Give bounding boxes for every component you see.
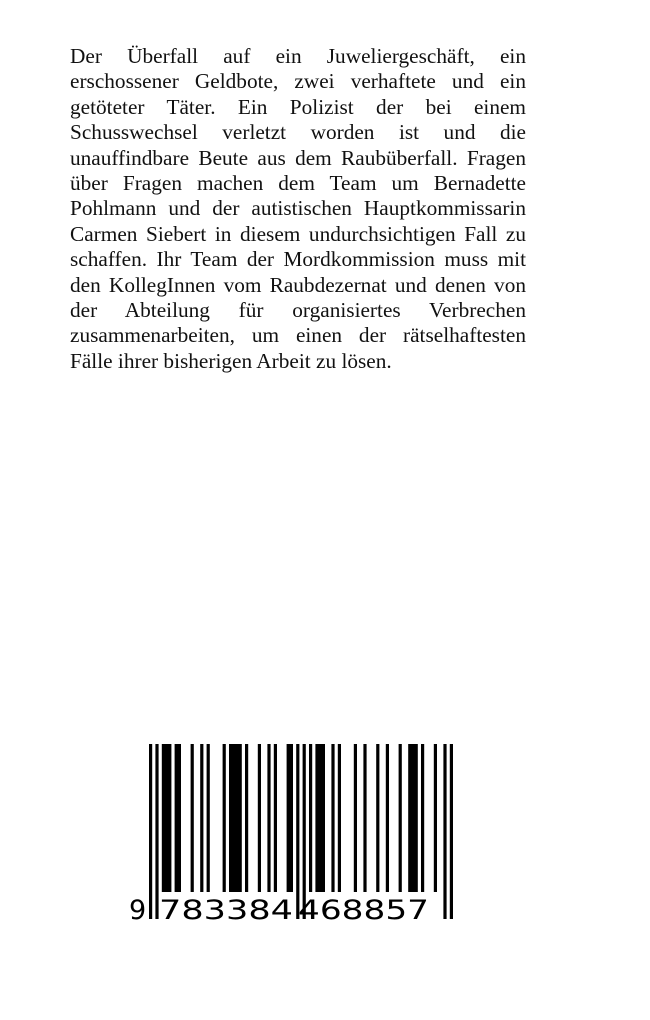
barcode-bar — [408, 744, 418, 892]
barcode-guard-bar — [155, 744, 158, 919]
barcode-bar — [376, 744, 379, 892]
barcode-bar — [354, 744, 357, 892]
barcode-right-digits: 468857 — [298, 895, 429, 924]
barcode-bar — [207, 744, 210, 892]
barcode-graphic — [128, 744, 458, 924]
barcode-bar — [315, 744, 325, 892]
barcode-bar — [421, 744, 424, 892]
barcode-bar — [386, 744, 389, 892]
barcode-bar — [331, 744, 334, 892]
barcode-bar — [258, 744, 261, 892]
barcode-bar — [223, 744, 226, 892]
barcode-bar — [287, 744, 293, 892]
barcode-bar — [309, 744, 312, 892]
barcode-bar — [200, 744, 203, 892]
barcode-guard-bar — [296, 744, 299, 919]
isbn-barcode — [128, 744, 458, 924]
barcode-bar — [191, 744, 194, 892]
barcode-bar — [434, 744, 437, 892]
barcode-bars — [149, 744, 453, 919]
barcode-guard-bar — [149, 744, 152, 919]
back-cover-blurb: Der Überfall auf ein Juweliergeschäft, ein erschossener Geldbote, zwei verhaftete und ein getöteter Täter. Ein Polizist der bei einem Schusswechsel verletzt worden ist und die unauffindbare Beute aus dem Raubüberfall. Fragen über Fragen machen dem Team um Bernadette Pohlmann und der autistischen Hauptkommissarin Carmen Siebert in diesem undurchsichtigen Fall zu schaffen. Ihr Team der Mordkommission muss mit den KollegInnen vom Raubdezernat und denen von der Abteilung für organisiertes Verbrechen zusammenarbeiten, um einen der rätselhaftesten Fälle ihrer bisherigen Arbeit zu lösen. — [70, 44, 526, 373]
barcode-bar — [229, 744, 242, 892]
barcode-guard-bar — [450, 744, 453, 919]
barcode-guard-bar — [443, 744, 446, 919]
barcode-bar — [175, 744, 181, 892]
barcode-first-digit: 9 — [129, 895, 147, 924]
barcode-guard-bar — [303, 744, 306, 919]
barcode-bar — [245, 744, 248, 892]
barcode-bar — [162, 744, 172, 892]
barcode-bar — [399, 744, 402, 892]
barcode-bar — [338, 744, 341, 892]
barcode-left-digits: 783384 — [159, 895, 293, 924]
barcode-bar — [274, 744, 277, 892]
barcode-bar — [267, 744, 270, 892]
barcode-bar — [363, 744, 366, 892]
